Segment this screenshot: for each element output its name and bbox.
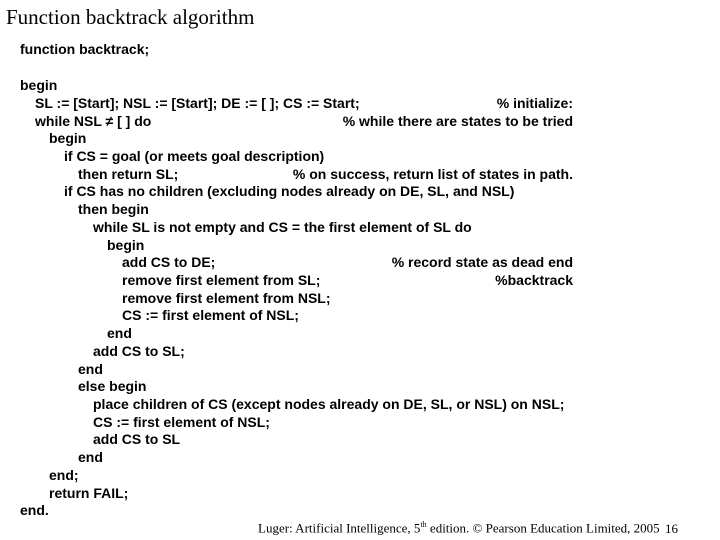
code-line: function backtrack;: [20, 41, 150, 57]
code-line: while SL is not empty and CS = the first element of SL do: [93, 219, 472, 235]
code-line: begin: [49, 130, 87, 146]
code-line: while NSL ≠ [ ] do: [35, 113, 152, 129]
footer-suffix: edition. © Pearson Education Limited, 2005: [426, 520, 660, 536]
code-line: then begin: [78, 201, 149, 217]
slide-footer: [258, 520, 660, 536]
footer-prefix: Luger: Artificial Intelligence, 5: [258, 520, 421, 536]
code-line: if CS has no children (excluding nodes already on DE, SL, and NSL): [64, 183, 515, 199]
code-line: end;: [49, 467, 79, 483]
code-line: end.: [20, 502, 49, 518]
pseudocode-block: [0, 40, 720, 522]
code-comment: % while there are states to be tried: [342, 113, 573, 129]
code-line: place children of CS (except nodes already on DE, SL, or NSL) on NSL;: [93, 396, 565, 412]
code-line: end: [107, 325, 132, 341]
slide-title: Function backtrack algorithm: [6, 5, 255, 29]
code-comment: % record state as dead end: [391, 254, 573, 270]
code-line: begin: [107, 237, 145, 253]
code-line: else begin: [78, 378, 147, 394]
code-line: SL := [Start]; NSL := [Start]; DE := [ ]; CS := Start;: [35, 95, 360, 111]
code-comment: % initialize:: [496, 95, 573, 111]
footer-sup: th: [420, 520, 427, 529]
code-comment: %backtrack: [495, 272, 573, 288]
page-number: 16: [665, 521, 678, 536]
code-line: CS := first element of NSL;: [122, 307, 299, 323]
code-line: remove first element from NSL;: [122, 290, 331, 306]
code-line: begin: [20, 77, 58, 93]
code-line: add CS to SL: [93, 431, 181, 447]
code-line: end: [78, 361, 103, 377]
code-line: remove first element from SL;: [122, 272, 321, 288]
code-line: add CS to SL;: [93, 343, 185, 359]
code-line: add CS to DE;: [122, 254, 216, 270]
code-line: CS := first element of NSL;: [93, 414, 270, 430]
code-line: return FAIL;: [49, 485, 129, 501]
code-line: then return SL;: [78, 166, 179, 182]
code-line: if CS = goal (or meets goal description): [64, 148, 325, 164]
code-line: end: [78, 449, 103, 465]
code-comment: % on success, return list of states in path.: [292, 166, 573, 182]
